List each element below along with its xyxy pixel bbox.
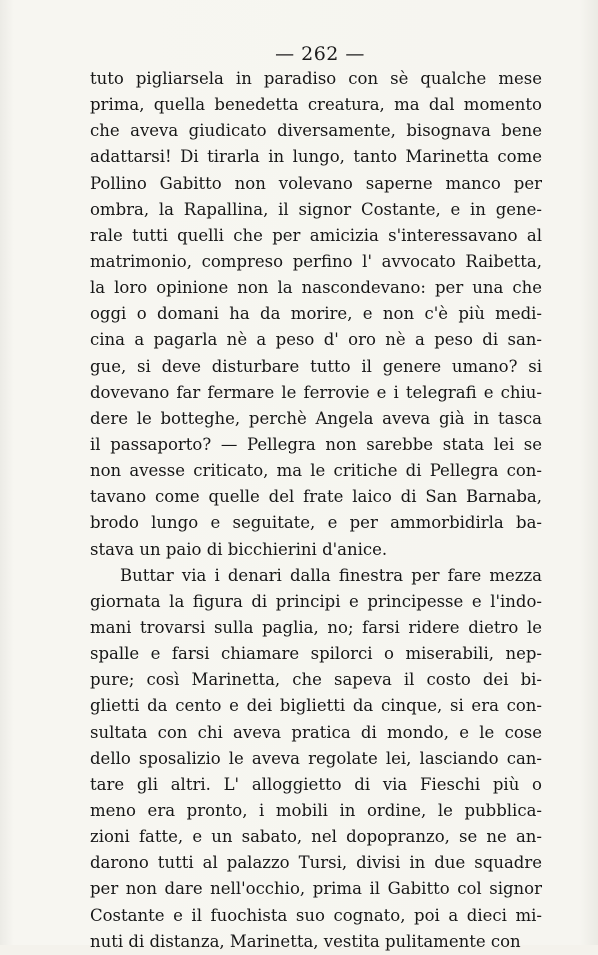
text-line: zioni fatte, e un sabato, nel dopopranzo, se ne an- bbox=[90, 827, 542, 847]
text-line: giornata la figura di principi e principesse e l'indo- bbox=[90, 591, 542, 611]
text-line: oggi o domani ha da morire, e non c'è più medi- bbox=[90, 304, 542, 324]
text-line: Costante e il fuochista suo cognato, poi a dieci mi- bbox=[90, 905, 542, 925]
text-line: adattarsi! Di tirarla in lungo, tanto Marinetta come bbox=[90, 147, 542, 167]
text-line: tare gli altri. L' alloggietto di via Fieschi più o bbox=[90, 774, 542, 794]
text-line: che aveva giudicato diversamente, bisognava bene bbox=[90, 121, 542, 141]
text-line: glietti da cento e dei biglietti da cinque, si era con- bbox=[90, 696, 542, 716]
text-line: dovevano far fermare le ferrovie e i telegrafi e chiu- bbox=[90, 382, 542, 402]
text-block bbox=[90, 66, 542, 955]
text-line: nuti di distanza, Marinetta, vestita pulitamente con bbox=[90, 931, 521, 951]
text-line: tuto pigliarsela in paradiso con sè qualche mese bbox=[90, 69, 542, 88]
text-line: pure; così Marinetta, che sapeva il costo dei bi- bbox=[90, 670, 542, 690]
text-line: la loro opinione non la nascondevano: per una che bbox=[90, 278, 542, 298]
text-line: meno era pronto, i mobili in ordine, le pubblica- bbox=[90, 800, 542, 820]
text-line: stava un paio di bicchierini d'anice. bbox=[90, 539, 388, 559]
text-line: gue, si deve disturbare tutto il genere umano? si bbox=[90, 356, 542, 376]
text-line: non avesse criticato, ma le critiche di Pellegra con- bbox=[90, 461, 542, 481]
text-line: cina a pagarla nè a peso d' oro nè a peso di san- bbox=[90, 330, 542, 350]
text-line: prima, quella benedetta creatura, ma dal momento bbox=[90, 95, 542, 115]
text-line: il passaporto? — Pellegra non sarebbe stata lei se bbox=[90, 434, 542, 454]
text-line: darono tutti al palazzo Tursi, divisi in due squadre bbox=[90, 853, 542, 873]
text-line: sultata con chi aveva pratica di mondo, e le cose bbox=[90, 722, 542, 742]
text-line: Pollino Gabitto non volevano saperne manco per bbox=[90, 173, 542, 193]
text-line: Buttar via i denari dalla finestra per fare mezza bbox=[120, 565, 542, 585]
text-line: dere le botteghe, perchè Angela aveva già in tasca bbox=[90, 408, 542, 428]
text-line: per non dare nell'occhio, prima il Gabitto col signor bbox=[90, 879, 542, 899]
text-line: spalle e farsi chiamare spilorci o miserabili, nep- bbox=[90, 644, 542, 664]
text-line: ombra, la Rapallina, il signor Costante, e in gene- bbox=[90, 199, 542, 219]
text-line: brodo lungo e seguitate, e per ammorbidirla ba- bbox=[90, 513, 542, 533]
text-line: dello sposalizio le aveva regolate lei, lasciando can- bbox=[90, 748, 542, 768]
text-line: rale tutti quelli che per amicizia s'interessavano al bbox=[90, 225, 542, 245]
page-number: — 262 — bbox=[275, 43, 365, 65]
text-line: mani trovarsi sulla paglia, no; farsi ridere dietro le bbox=[90, 617, 542, 637]
text-line: tavano come quelle del frate laico di San Barnaba, bbox=[90, 487, 542, 507]
text-line: matrimonio, compreso perfino l' avvocato Raibetta, bbox=[90, 251, 542, 271]
